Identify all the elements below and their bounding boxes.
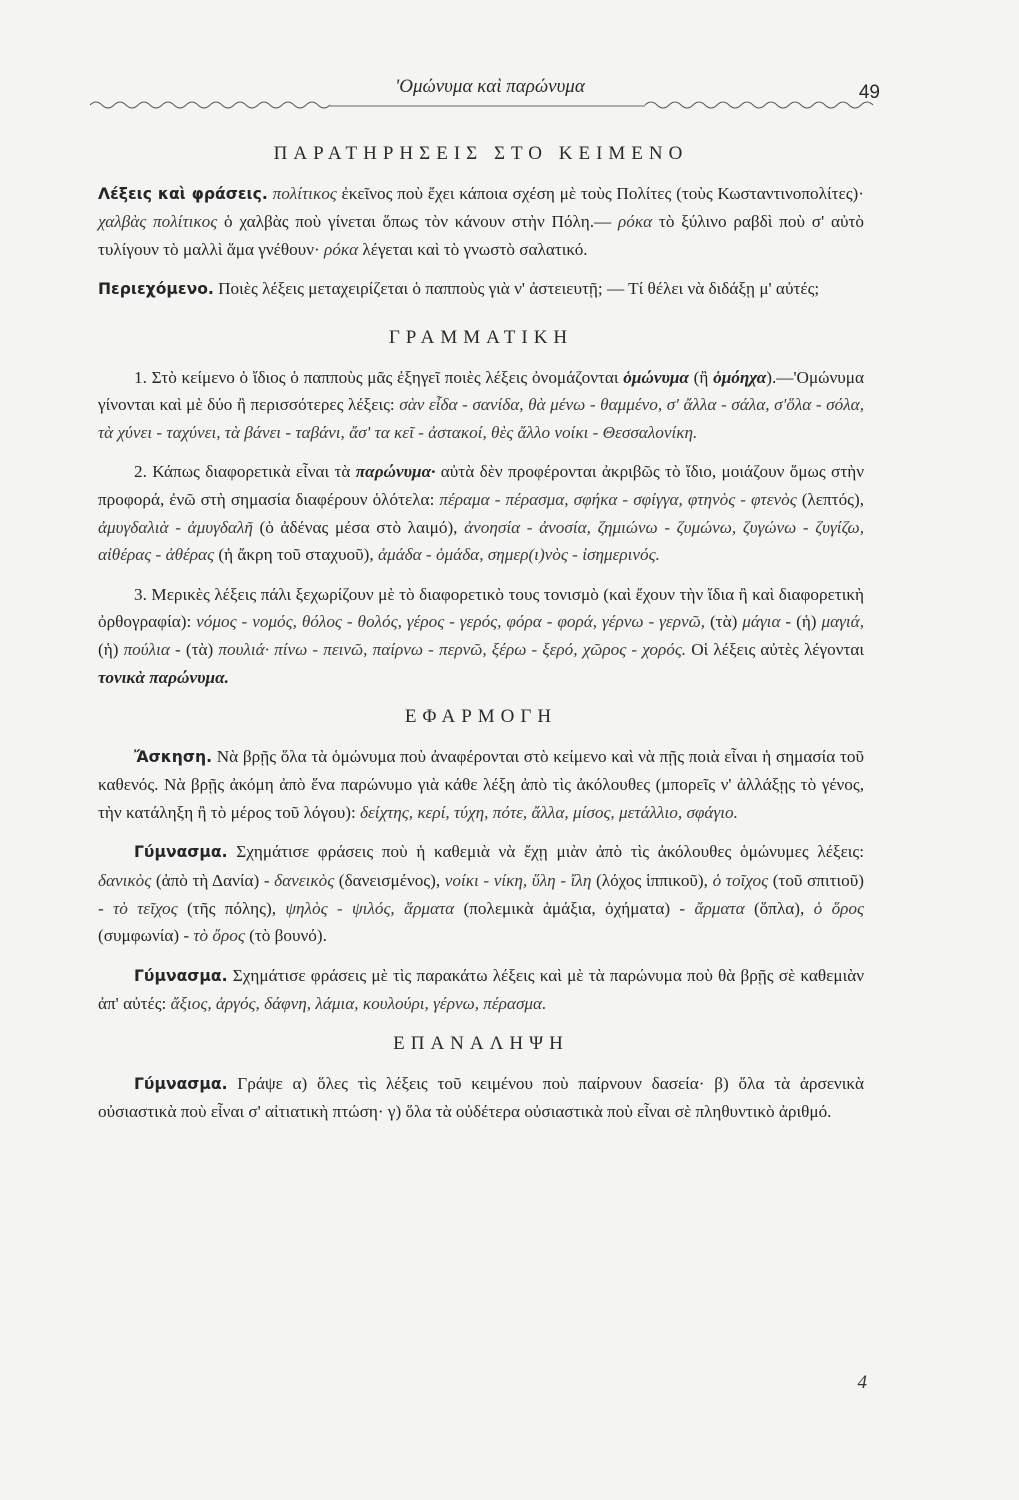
page-number: 49 [858,82,880,103]
paragraph-heading: Γύμνασμα. [134,966,228,985]
paragraph-heading: Γύμνασμα. [134,843,228,862]
running-title: 'Ομώνυμα καὶ παρώνυμα [395,76,585,97]
page-body [98,140,864,1138]
paragraph-grammar-2: 2. Κάπως διαφορετικὰ εἶναι τὰ παρώνυμα· αὐτὰ δὲν προφέρονται ἀκριβῶς τὸ ἴδιο, μοιάζουν ὅμως στὴν προφορά, ἐνῶ στὴ σημασία διαφέρουν ὁλότελα: πέραμα - πέρασμα, σφήκα - σφίγγα, φτηνὸς - φτενὸς (λεπτός), ἀμυγδαλιὰ - ἀμυγδαλῆ (ὁ ἀδένας μέσα στὸ λαιμό), ἀνοησία - ἀνοσία, ζημιώνω - ζυμώνω, ζυγώνω - ζυγίζω, αἰθέρας - ἀθέρας (ἡ ἄκρη τοῦ σταχυοῦ), ἀμάδα - ὁμάδα, σημερ(ι)νὸς - ἰσημερινός. [98,462,864,565]
paragraph-content: Περιεχόμενο. Ποιὲς λέξεις μεταχειρίζεται ὁ παπποὺς γιὰ ν' ἀστειευτῇ; — Τί θέλει νὰ διδάξῃ μ' αὐτές; [98,279,820,299]
paragraph-heading: Ἄσκηση. [134,747,213,766]
paragraph-heading: Περιεχόμενο. [98,280,214,299]
signature-mark: 4 [857,1372,867,1393]
section-title-application: ΕΦΑΡΜΟΓΗ [404,706,558,728]
running-head [90,76,880,116]
paragraph-grammar-3: 3. Μερικὲς λέξεις πάλι ξεχωρίζουν μὲ τὸ διαφορετικὸ τους τονισμὸ (καὶ ἔχουν τὴν ἴδια ἢ καὶ διαφορετικὴ ὀρθογραφία): νόμος - νομός, θόλος - θολός, γέρος - γερός, φόρα - φορά, γέρνω - γερνῶ, (τὰ) μάγια - (ἡ) μαγιά, (ἡ) πούλια - (τὰ) πουλιά· πίνω - πεινῶ, παίρνω - περνῶ, ξέρω - ξερό, χῶρος - χορός. Οἱ λέξεις αὐτὲς λέγονται τονικὰ παρώνυμα. [98,584,864,687]
paragraph-heading: Γύμνασμα. [134,1074,228,1093]
paragraph-heading: Λέξεις καὶ φράσεις. [98,184,268,203]
paragraph-words-and-phrases: Λέξεις καὶ φράσεις. πολίτικος ἐκεῖνος ποὺ ἔχει κάποια σχέση μὲ τοὺς Πολίτες (τοὺς Κωσταντινοπολίτες)· χαλβὰς πολίτικος ὁ χαλβὰς ποὺ γίνεται ὅπως τὸν κάνουν στὴν Πόλη.— ρόκα τὸ ξύλινο ραβδὶ ποὺ σ' αὐτὸ τυλίγουν τὸ μαλλὶ ἅμα γνέθουν· ρόκα λέγεται καὶ τὸ γνωστὸ σαλατικό. [98,183,864,259]
paragraph-grammar-1: 1. Στὸ κείμενο ὁ ἴδιος ὁ παπποὺς μᾶς ἐξηγεῖ ποιὲς λέξεις ὀνομάζονται ὁμώνυμα (ἢ ὁμόηχα).—'Ομώνυμα γίνονται καὶ μὲ δύο ἢ περισσότερες λέξεις: σὰν εἶδα - σανίδα, θὰ μένω - θαμμένο, σ' ἄλλα - σάλα, σ'ὅλα - σόλα, τὰ χύνει - ταχύνει, τὰ βάνει - ταβάνι, ἄσ' τα κεῖ - ἀστακοί, θὲς ἄλλο νοίκι - Θεσσαλονίκη. [98,367,864,442]
wavy-rule-ornament [90,98,880,112]
paragraph-exercise: Ἄσκηση. Νὰ βρῇς ὅλα τὰ ὁμώνυμα ποὺ ἀναφέρονται στὸ κείμενο καὶ νὰ πῇς ποιὰ εἶναι ἡ σημασία τοῦ καθενός. Νὰ βρῇς ἀκόμη ἀπὸ ἕνα παρώνυμο γιὰ κάθε λέξη ἀπὸ τὶς ἀκόλουθες (μπορεῖς ν' ἀλλάξῃς τὸ γένος, τὴν κατάληξη ἢ τὸ μέρος τοῦ λόγου): δείχτης, κερί, τύχη, πότε, ἄλλα, μίσος, μετάλλιο, σφάγιο. [98,746,864,822]
section-title-revision: ΕΠΑΝΑΛΗΨΗ [393,1033,569,1055]
paragraph-drill-2: Γύμνασμα. Σχημάτισε φράσεις μὲ τὶς παρακάτω λέξεις καὶ μὲ τὰ παρώνυμα ποὺ θὰ βρῇς σὲ καθεμιὰν ἀπ' αὐτές: ἄξιος, ἀργός, δάφνη, λάμια, κουλούρι, γέρνω, πέρασμα. [98,965,864,1014]
section-title-observations: ΠΑΡΑΤΗΡΗΣΕΙΣ ΣΤΟ ΚΕΙΜΕΝΟ [273,143,689,164]
section-title-grammar: ΓΡΑΜΜΑΤΙΚΗ [388,326,574,348]
paragraph-revision-drill: Γύμνασμα. Γράψε α) ὅλες τὶς λέξεις τοῦ κειμένου ποὺ παίρνουν δασεία· β) ὅλα τὰ ἀρσενικὰ οὐσιαστικὰ ποὺ εἶναι σ' αἰτιατικὴ πτώση· γ) ὅλα τὰ οὐδέτερα οὐσιαστικὰ ποὺ εἶναι σὲ πληθυντικὸ ἀριθμό. [98,1073,864,1122]
paragraph-drill-1: Γύμνασμα. Σχημάτισε φράσεις ποὺ ἡ καθεμιὰ νὰ ἔχῃ μιὰν ἀπὸ τὶς ἀκόλουθες ὁμώνυμες λέξεις: δανικὸς (ἀπὸ τὴ Δανία) - δανεικὸς (δανεισμένος), νοίκι - νίκη, ὕλη - ἴλη (λόχος ἱππικοῦ), ὁ τοῖχος (τοῦ σπιτιοῦ) - τὸ τεῖχος (τῆς πόλης), ψηλὸς - ψιλός, ἅρματα (πολεμικὰ ἁμάξια, ὀχήματα) - ἄρματα (ὅπλα), ὁ ὅρος (συμφωνία) - τὸ ὄρος (τὸ βουνό). [98,842,864,946]
